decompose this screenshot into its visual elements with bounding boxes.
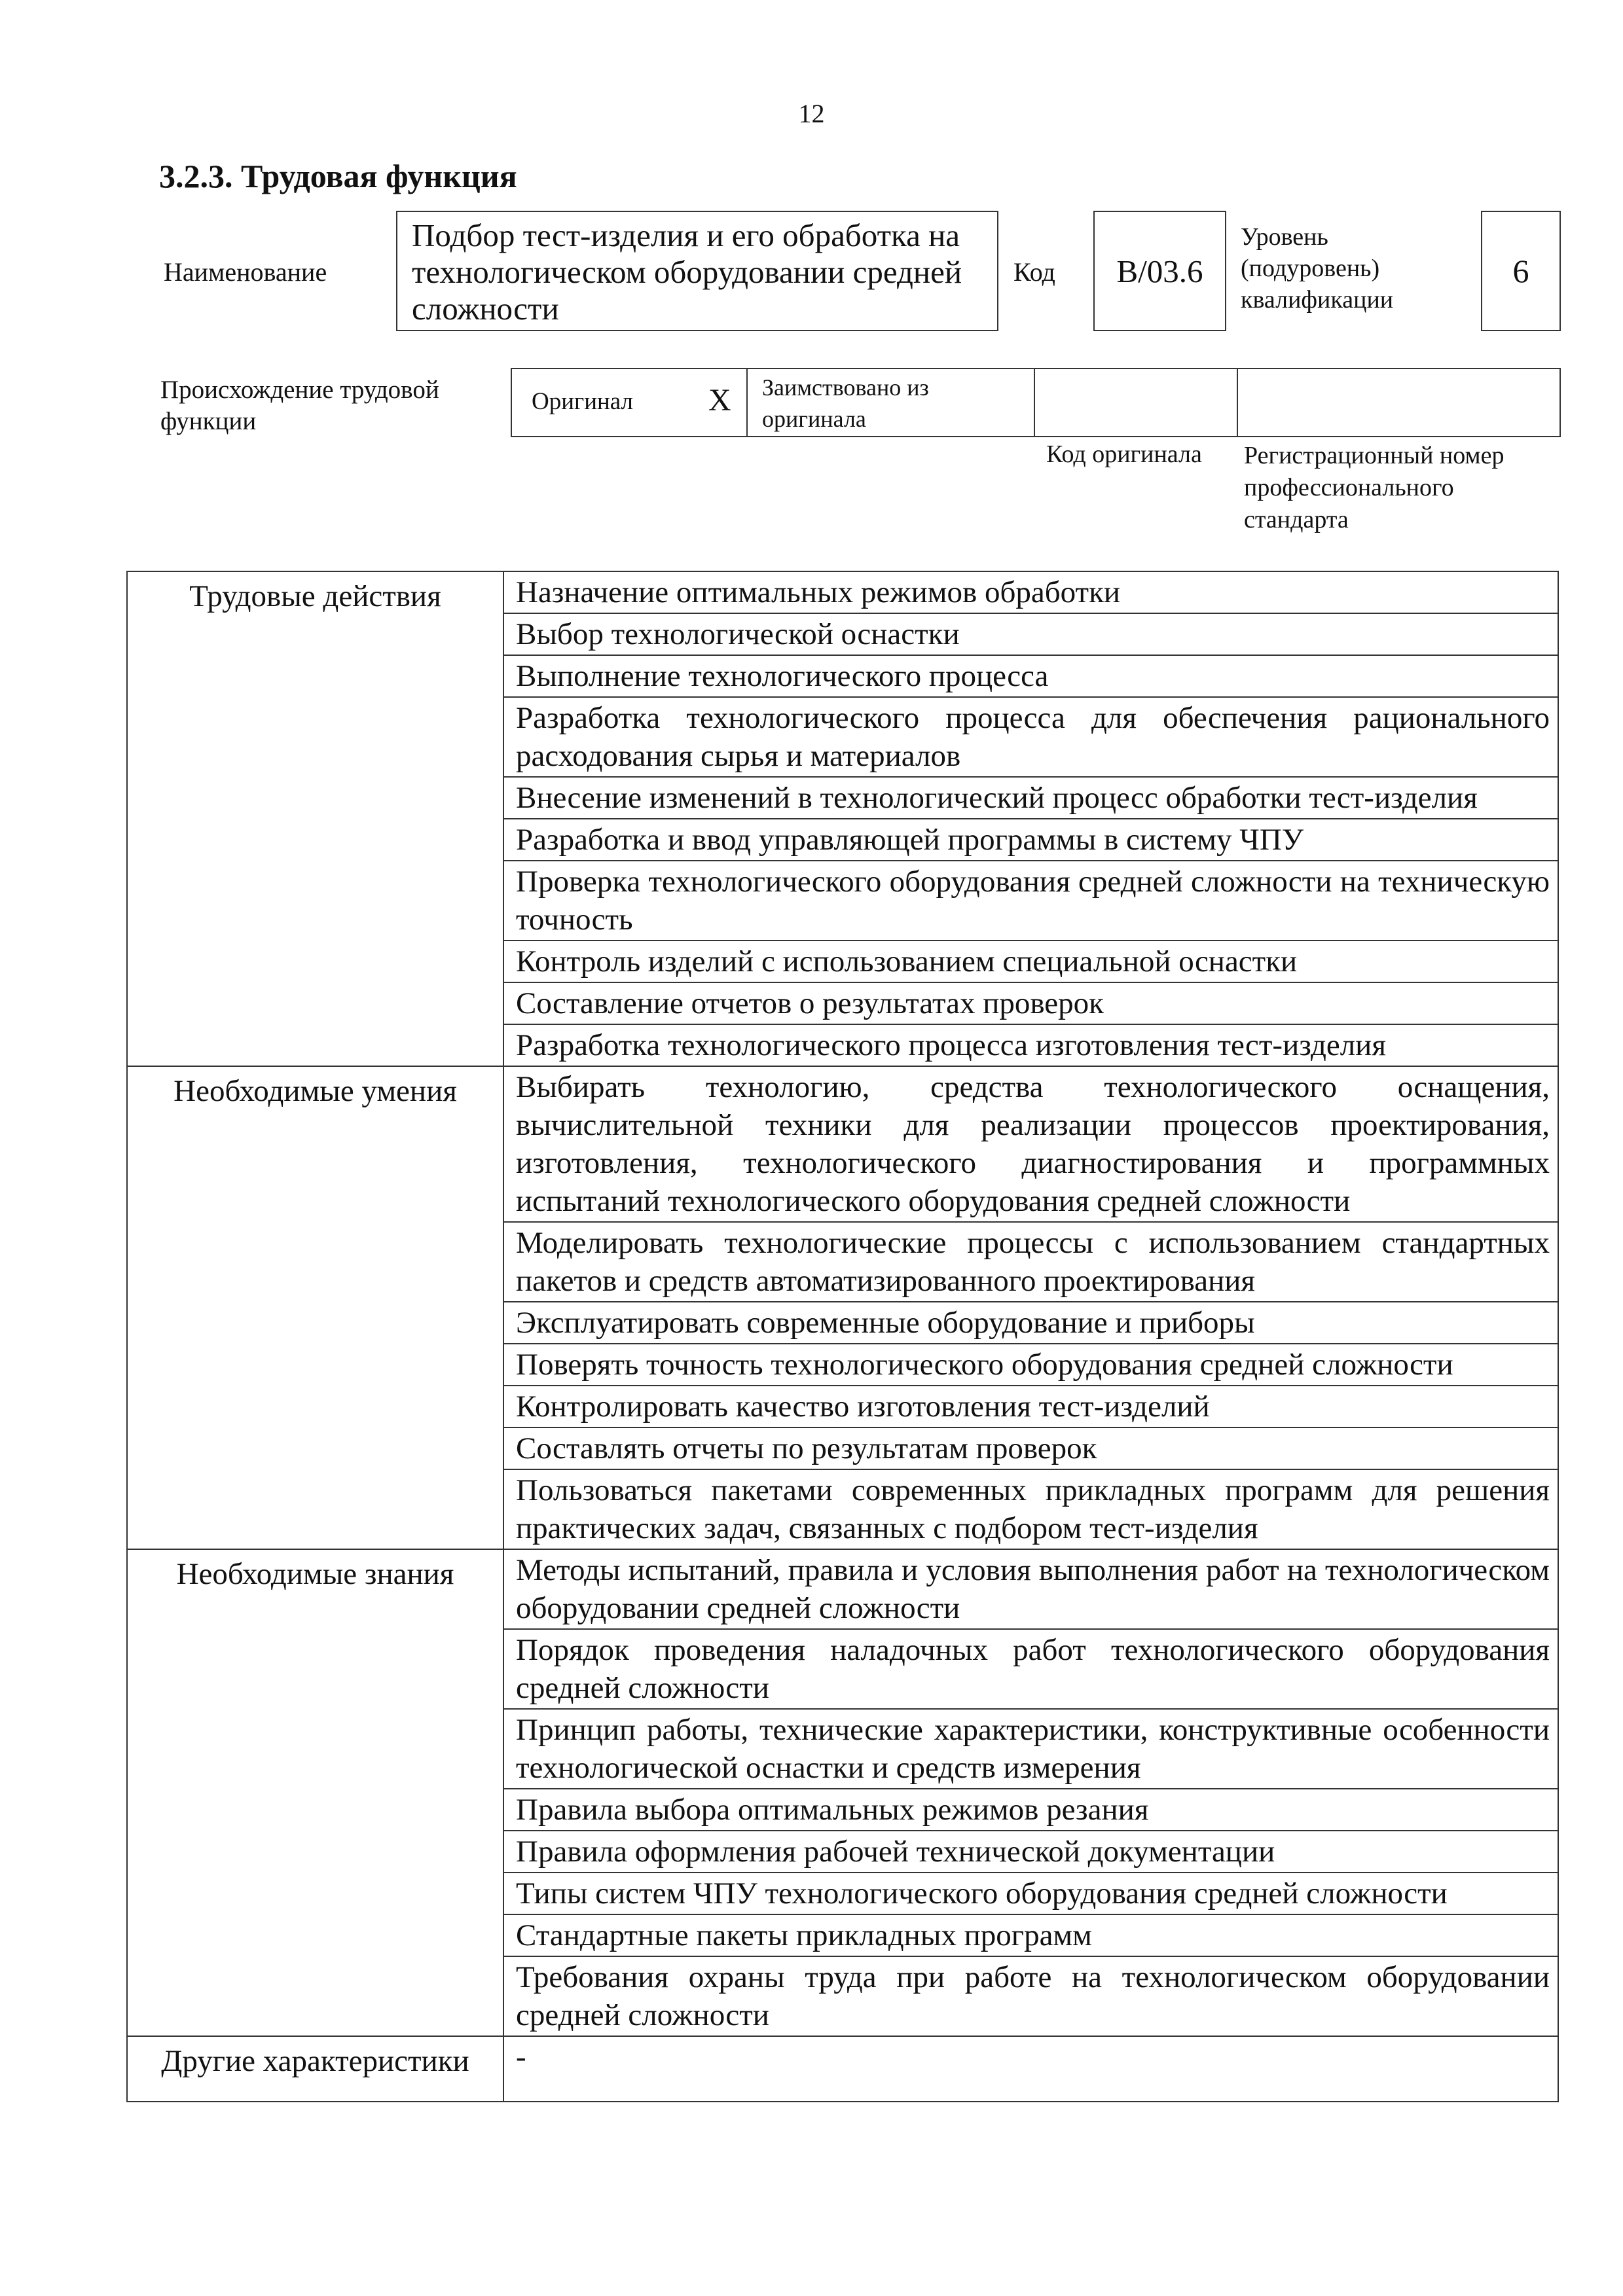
borrowed-label: Заимствовано из оригинала bbox=[762, 374, 929, 432]
list-item: Стандартные пакеты прикладных программ bbox=[503, 1914, 1559, 1956]
level-label: Уровень (подуровень) квалификации bbox=[1241, 223, 1394, 314]
list-item: Выбирать технологию, средства технологического оснащения, вычислительной техники для реализации процессов проектирования, изготовления, технологического диагностирования и программных испытаний технологического оборудования средней сложности bbox=[516, 1070, 1550, 1218]
table-row bbox=[127, 1549, 1558, 2036]
origin-label: Происхождение трудовой функции bbox=[160, 376, 439, 435]
table-row bbox=[127, 2036, 1558, 2102]
list-item: Моделировать технологические процессы с использованием стандартных пакетов и средств автоматизированного проектирования bbox=[503, 1221, 1559, 1301]
list-item: Порядок проведения наладочных работ технологического оборудования средней сложности bbox=[503, 1628, 1559, 1708]
list-item: Требования охраны труда при работе на технологическом оборудовании средней сложности bbox=[503, 1956, 1559, 2036]
table-row bbox=[127, 571, 1558, 1066]
row-category: Необходимые умения bbox=[127, 1066, 503, 1549]
list-item: Разработка технологического процесса для обеспечения рационального расходования сырья и материалов bbox=[503, 696, 1559, 776]
list-item: Назначение оптимальных режимов обработки bbox=[516, 575, 1121, 609]
origin-borrowed-cell bbox=[746, 368, 1035, 437]
reg-number-caption: Регистрационный номер профессионального стандарта bbox=[1244, 442, 1504, 533]
list-item: Разработка и ввод управляющей программы в систему ЧПУ bbox=[503, 818, 1559, 860]
list-item: Контроль изделий с использованием специальной оснастки bbox=[503, 940, 1559, 982]
list-item: Внесение изменений в технологический процесс обработки тест-изделия bbox=[503, 776, 1559, 818]
row-category: Трудовые действия bbox=[127, 571, 503, 1066]
code-original-cell bbox=[1034, 368, 1238, 437]
list-item: Правила выбора оптимальных режимов резания bbox=[503, 1788, 1559, 1830]
origin-table bbox=[511, 368, 1561, 437]
list-item: Контролировать качество изготовления тест-изделий bbox=[503, 1385, 1559, 1427]
page-number: 12 bbox=[798, 99, 825, 128]
function-table bbox=[126, 571, 1559, 2102]
list-item: Составлять отчеты по результатам проверок bbox=[503, 1427, 1559, 1469]
row-category: Другие характеристики bbox=[127, 2036, 503, 2102]
list-item: Поверять точность технологического оборудования средней сложности bbox=[503, 1343, 1559, 1385]
list-item: Эксплуатировать современные оборудование и приборы bbox=[503, 1301, 1559, 1343]
section-title: 3.2.3. Трудовая функция bbox=[159, 158, 517, 194]
list-item: - bbox=[516, 2040, 526, 2074]
list-item: Выбор технологической оснастки bbox=[503, 613, 1559, 655]
list-item: Составление отчетов о результатах проверок bbox=[503, 982, 1559, 1024]
level-value: 6 bbox=[1481, 211, 1561, 331]
origin-original-cell bbox=[511, 368, 748, 437]
table-row bbox=[127, 1066, 1558, 1549]
code-original-caption: Код оригинала bbox=[1046, 440, 1202, 468]
reg-number-cell bbox=[1237, 368, 1561, 437]
list-item: Разработка технологического процесса изготовления тест-изделия bbox=[503, 1024, 1559, 1066]
list-item: Проверка технологического оборудования средней сложности на техническую точность bbox=[503, 860, 1559, 940]
code-value: B/03.6 bbox=[1093, 211, 1226, 331]
original-label: Оригинал bbox=[532, 388, 634, 415]
list-item: Принцип работы, технические характеристики, конструктивные особенности технологической оснастки и средств измерения bbox=[503, 1708, 1559, 1788]
list-item: Пользоваться пакетами современных прикладных программ для решения практических задач, связанных с подбором тест-изделия bbox=[503, 1469, 1559, 1549]
row-category: Необходимые знания bbox=[127, 1549, 503, 2036]
list-item: Методы испытаний, правила и условия выполнения работ на технологическом оборудовании средней сложности bbox=[516, 1553, 1550, 1625]
name-label: Наименование bbox=[164, 257, 327, 287]
list-item: Типы систем ЧПУ технологического оборудования средней сложности bbox=[503, 1872, 1559, 1914]
list-item: Правила оформления рабочей технической документации bbox=[503, 1830, 1559, 1872]
original-mark: X bbox=[708, 383, 731, 418]
list-item: Выполнение технологического процесса bbox=[503, 655, 1559, 696]
code-label: Код bbox=[1013, 257, 1055, 287]
name-value: Подбор тест-изделия и его обработка на технологическом оборудовании средней сложности bbox=[396, 211, 998, 331]
